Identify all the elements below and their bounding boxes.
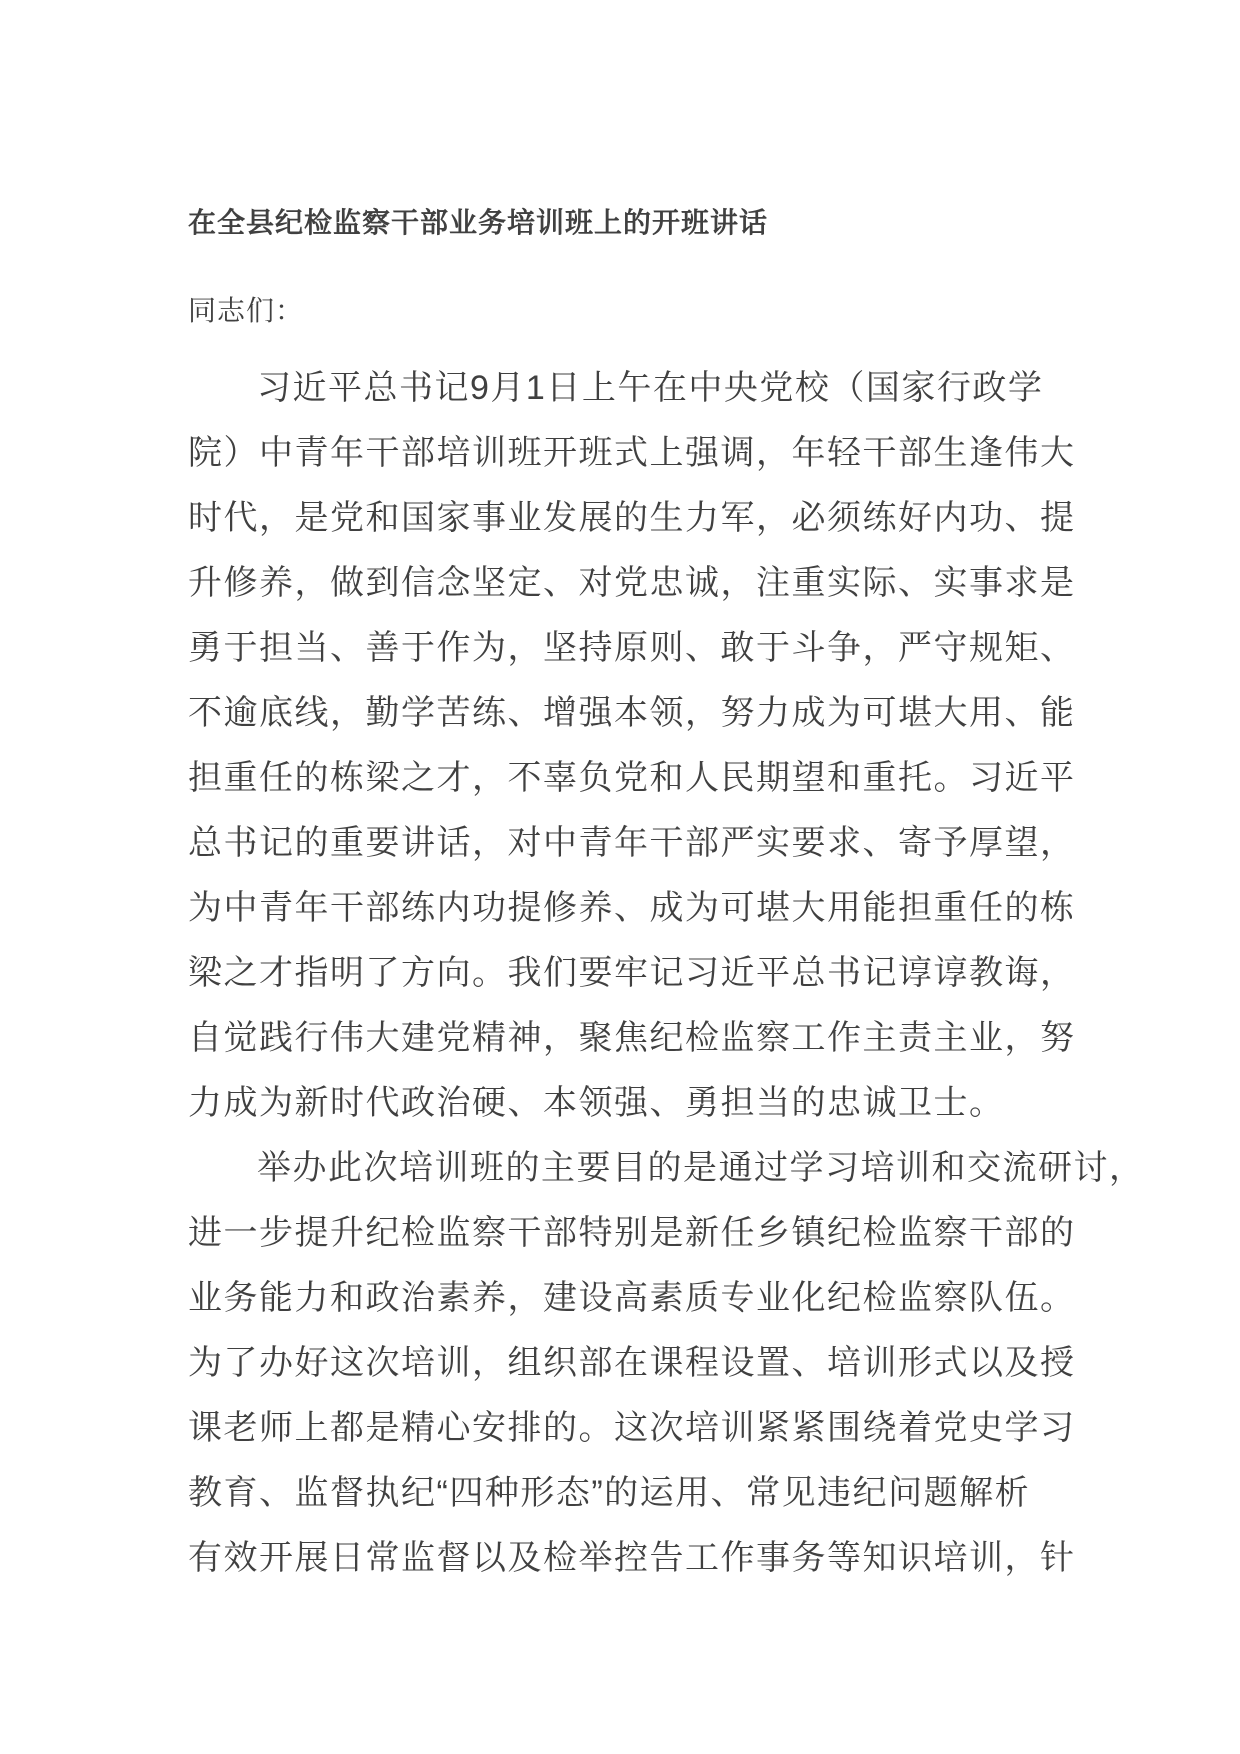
- text-line: 总书记的重要讲话，对中青年干部严实要求、寄予厚望，: [188, 824, 1076, 862]
- text-line: 时代，是党和国家事业发展的生力军，必须练好内功、提: [188, 499, 1076, 537]
- text-line: 梁之才指明了方向。我们要牢记习近平总书记谆谆教诲，: [188, 954, 1076, 992]
- text-line: 不逾底线，勤学苦练、增强本领，努力成为可堪大用、能: [188, 694, 1076, 732]
- text-line: 习近平总书记9月1日上午在中央党校（国家行政学: [257, 369, 1044, 407]
- text-line: 业务能力和政治素养，建设高素质专业化纪检监察队伍。: [188, 1279, 1076, 1317]
- text-line: 升修养，做到信念坚定、对党忠诚，注重实际、实事求是: [188, 564, 1076, 602]
- document-title: 在全县纪检监察干部业务培训班上的开班讲话: [188, 207, 769, 238]
- text-line: 进一步提升纪检监察干部特别是新任乡镇纪检监察干部的: [188, 1214, 1076, 1252]
- paragraph: [188, 1136, 1145, 1591]
- text-line: 院）中青年干部培训班开班式上强调，年轻干部生逢伟大: [188, 434, 1076, 472]
- text-line: 有效开展日常监督以及检举控告工作事务等知识培训，针: [188, 1539, 1076, 1577]
- text-line: 为中青年干部练内功提修养、成为可堪大用能担重任的栋: [188, 889, 1076, 927]
- paragraph: [188, 356, 1090, 1136]
- text-line: 担重任的栋梁之才，不辜负党和人民期望和重托。习近平: [188, 759, 1076, 797]
- text-line: 力成为新时代政治硬、本领强、勇担当的忠诚卫士。: [188, 1084, 1005, 1122]
- text-line: 勇于担当、善于作为，坚持原则、敢于斗争，严守规矩、: [188, 629, 1076, 667]
- text-line: 课老师上都是精心安排的。这次培训紧紧围绕着党史学习: [188, 1409, 1076, 1447]
- text-line: 自觉践行伟大建党精神，聚焦纪检监察工作主责主业，努: [188, 1019, 1076, 1057]
- text-line: 为了办好这次培训，组织部在课程设置、培训形式以及授: [188, 1344, 1076, 1382]
- salutation: 同志们：: [188, 295, 305, 326]
- text-line: 教育、监督执纪“四种形态”的运用、常见违纪问题解析: [188, 1474, 1031, 1512]
- text-line: 举办此次培训班的主要目的是通过学习培训和交流研讨，: [257, 1149, 1145, 1187]
